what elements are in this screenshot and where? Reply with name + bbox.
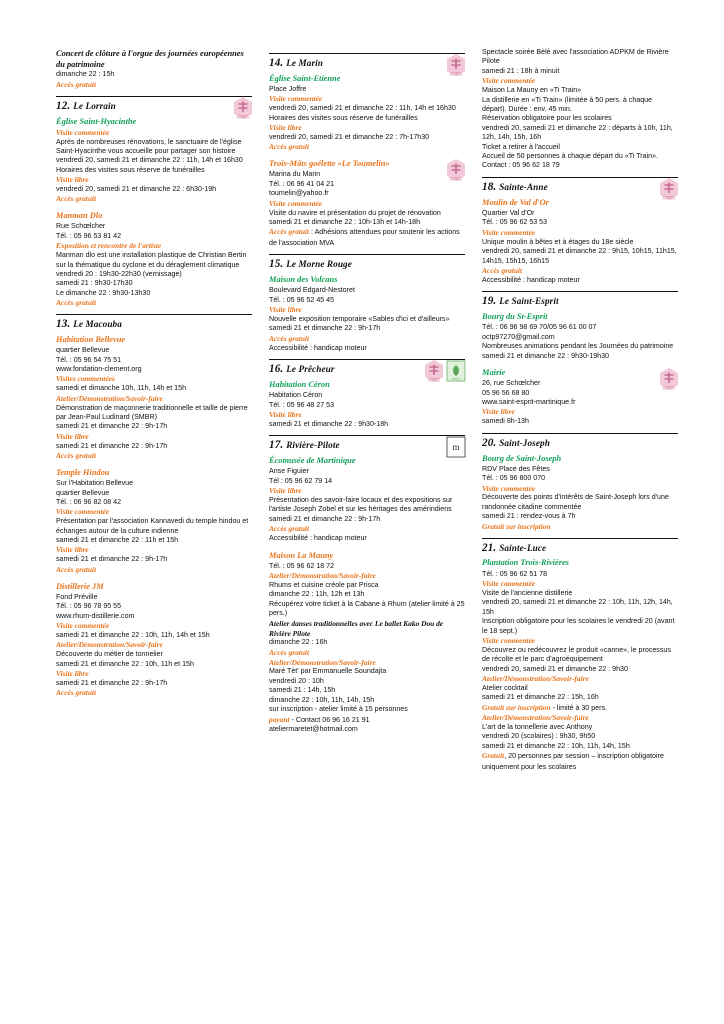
town-name: Le Macouba xyxy=(73,319,122,330)
activity-detail: La distillerie en «Ti Train» (limitée à 50 pers. à chaque départ). Durée : env. 45 min. xyxy=(482,95,653,113)
town-heading xyxy=(482,177,678,195)
activity-detail: sur inscription - atelier limité à 15 personnes xyxy=(269,705,408,714)
free-access-label: Accès gratuit xyxy=(56,79,97,89)
activity-detail: Inscription obligatoire pour les scolaires le vendredi 20 (avant le 18 sept.) xyxy=(482,617,675,635)
activity-detail: Démonstration de maçonnerie traditionnelle et taille de pierre par Jean-Paul Ludinard (SMBR) xyxy=(56,403,248,421)
contact-line: Tél. : 05 96 52 45 45 xyxy=(269,295,335,304)
town-number: 13. xyxy=(56,318,71,331)
intro-title: Concert de clôture à l'orgue des journées européennes du patrimoine xyxy=(56,49,244,70)
activity-label-suffix: - Contact 06 96 16 21 91 xyxy=(289,715,370,724)
svg-text:MONUMENT: MONUMENT xyxy=(236,115,250,118)
activity-label: Accès gratuit xyxy=(56,298,97,308)
activity-detail: Accessibilité : handicap moteur xyxy=(269,534,367,543)
town-number: 17. xyxy=(269,439,284,452)
activity-label: Visite libre xyxy=(56,175,89,185)
site-name: Distillerie JM xyxy=(56,581,104,591)
intro-block xyxy=(56,48,252,90)
contact-line: Anse Figuier xyxy=(269,467,309,476)
column-2 xyxy=(269,48,465,994)
activity-detail: vendredi 20, samedi 21 et dimanche 22 : 11h, 14h et 16h30 xyxy=(56,156,243,165)
activity-detail: samedi 21 et dimanche 22 : 10h, 11h, 14h, 15h xyxy=(482,741,630,750)
activity-detail: vendredi 20, samedi 21 et dimanche 22 : 9h15, 10h15, 11h15, 14h15, 15h15, 16h15 xyxy=(482,247,677,265)
activity-label: Visite libre xyxy=(269,410,302,420)
jardin-remarquable-icon xyxy=(445,359,467,383)
svg-text:HISTORIQUE: HISTORIQUE xyxy=(427,380,441,383)
town-entry xyxy=(56,96,252,205)
activity-detail: samedi 21 : rendez-vous à 7h xyxy=(482,512,576,521)
activity-label: Accès gratuit xyxy=(482,265,523,275)
activity-label: Visite commentée xyxy=(56,621,110,631)
activity-detail: Horaires des visites sous réserve de funérailles xyxy=(269,113,418,122)
site-name: Église Saint-Etienne xyxy=(269,73,341,83)
town-entry xyxy=(482,538,678,773)
contact-line: Quartier Val d'Or xyxy=(482,208,535,217)
activity-label: Accès gratuit xyxy=(56,564,97,574)
activity-detail: Horaires des visites sous réserve de funérailles xyxy=(56,165,205,174)
activity-detail: Découverte des points d'intérêts de Saint-Joseph lors d'une randonnée citadine commentée xyxy=(482,493,669,511)
svg-text:MONUMENT: MONUMENT xyxy=(662,386,676,389)
activity-detail: samedi 21 et dimanche 22 : 9h-17h xyxy=(56,555,168,564)
activity-detail: Manman dlo est une installation plastique de Christian Bertin sur la thématique du cyclone et du déraglement climatique xyxy=(56,251,247,269)
town-heading xyxy=(56,314,252,332)
activity-label: Visite commentée xyxy=(482,227,536,237)
town-name: Le Saint-Esprit xyxy=(499,296,559,307)
activity-detail: samedi 21 et dimanche 22 : 9h-17h xyxy=(269,324,381,333)
contact-line: 05 96 56 68 80 xyxy=(482,388,530,397)
town-entry xyxy=(482,291,678,361)
site-name: Trois-Mâts goélette «Le Toumelin» xyxy=(269,159,390,169)
contact-line: Rue Schœlcher xyxy=(56,222,106,231)
activity-label: Visite commentée xyxy=(482,635,536,645)
activity-label: Visite commentée xyxy=(56,507,110,517)
contact-line: Tél. : 06 96 82 08 42 xyxy=(56,497,122,506)
activity-label: Visite commentée xyxy=(482,578,536,588)
contact-line: Place Joffre xyxy=(269,85,307,94)
activity-detail: vendredi 20, samedi 21 et dimanche 22 : 6h30-19h xyxy=(56,185,217,194)
site-name: Manman Dlo xyxy=(56,211,103,221)
town-heading xyxy=(269,435,465,453)
contact-line: Tél. : 05 96 800 070 xyxy=(482,474,546,483)
activity-label: Accès gratuit : Adhésions attendues pour soutenir les actions de l'association MVA xyxy=(269,227,460,247)
activity-detail: samedi 21 : 9h30-17h30 xyxy=(56,279,133,288)
activity-detail: Visite du navire et présentation du projet de rénovation xyxy=(269,208,441,217)
contact-line: www.saint-esprit-martinique.fr xyxy=(482,397,576,406)
activity-detail: vendredi 20 : 10h xyxy=(269,676,324,685)
activity-detail: Accessibilité : handicap moteur xyxy=(482,275,580,284)
contact-line: toumelin@yahoo.fr xyxy=(269,189,329,198)
contact-line: Tél. : 05 96 48 27 53 xyxy=(269,400,335,409)
site-name: Temple Hindou xyxy=(56,467,110,477)
activity-label-suffix: , 20 personnes par session – inscription obligatoire uniquement pour les scolaires xyxy=(482,752,664,771)
activity-detail: Nombreuses animations pendant les Journées du patrimoine xyxy=(482,342,674,351)
activity-label: Visite commentée xyxy=(56,127,110,137)
activity-label-suffix: - limité à 30 pers. xyxy=(550,703,607,712)
town-name: Le Prêcheur xyxy=(286,364,335,375)
activity-detail: vendredi 20, samedi 21 et dimanche 22 : 9h30 xyxy=(482,664,628,673)
site-name: Plantation Trois-Rivières xyxy=(482,558,569,568)
activity-label: Gratuit sur inscription - limité à 30 pers. xyxy=(482,702,607,712)
activity-label: Visite libre xyxy=(269,305,302,315)
activity-detail: Accessibilité : handicap moteur xyxy=(269,343,367,352)
town-heading xyxy=(482,538,678,556)
activity-detail: dimanche 22 : 10h, 11h, 14h, 15h xyxy=(269,695,375,704)
activity-detail: dimanche 22 : 16h xyxy=(269,638,328,647)
activity-label: Visites commentées xyxy=(56,374,115,384)
contact-line: Sur l'Habitation Bellevue xyxy=(56,479,134,488)
contact-line: dimanche 22 : 15h xyxy=(56,70,115,79)
town-entry xyxy=(269,359,465,429)
monument-historique-icon xyxy=(232,96,254,120)
activity-detail: Visite de l'ancienne distillerie xyxy=(482,588,573,597)
activity-label-suffix: : Adhésions attendues pour soutenir les actions de l'association MVA xyxy=(269,228,460,247)
activity-detail: samedi 21 : 14h, 15h xyxy=(269,686,336,695)
site-entry xyxy=(482,367,678,427)
contact-line: quartier Bellevue xyxy=(56,488,110,497)
activity-label: Accès gratuit xyxy=(56,688,97,698)
activity-detail: samedi 21 et dimanche 22 : 9h-17h xyxy=(56,422,168,431)
activity-label: Atelier/Démonstration/Savoir-faire xyxy=(269,571,376,581)
svg-text:HISTORIQUE: HISTORIQUE xyxy=(449,74,463,77)
svg-text:HISTORIQUE: HISTORIQUE xyxy=(449,179,463,182)
activity-detail: vendredi 20, samedi 21 et dimanche 22 : départs à 10h, 11h, 12h, 14h, 15h, 16h xyxy=(482,123,673,142)
svg-text:MONUMENT: MONUMENT xyxy=(427,378,441,381)
activity-detail: samedi 21 et dimanche 22 : 9h-17h xyxy=(56,678,168,687)
activity-label: Visite commentée xyxy=(269,94,323,104)
town-entry xyxy=(269,254,465,353)
activity-detail: ateliermaretet@hotmail.com xyxy=(269,725,358,734)
contact-line: Marina du Marin xyxy=(269,170,321,179)
activity-detail: Après de nombreuses rénovations, le sanctuaire de l'église Saint-Hyacinthe vous accueille pour partager son histoire xyxy=(56,137,242,155)
activity-detail: Maison La Mauny en «Ti Train» xyxy=(482,86,582,95)
town-heading xyxy=(269,254,465,272)
intro-block xyxy=(482,48,678,171)
site-name: Bourg du St-Esprit xyxy=(482,312,548,322)
town-name: Rivière-Pilote xyxy=(286,440,340,451)
town-name: Le Morne Rouge xyxy=(286,259,352,270)
activity-label: Atelier/Démonstration/Savoir-faire xyxy=(482,674,589,684)
town-number: 20. xyxy=(482,436,497,449)
contact-line: samedi 21 : 18h à minuit xyxy=(482,66,560,75)
columns-container xyxy=(56,48,678,994)
town-entry xyxy=(482,177,678,285)
town-heading xyxy=(56,96,252,114)
town-entry xyxy=(482,433,678,532)
activity-detail: samedi 21 et dimanche 22 : 15h, 16h xyxy=(482,693,599,702)
site-name: Habitation Bellevue xyxy=(56,335,126,345)
activity-detail: samedi 21 et dimanche 22 : 9h-17h xyxy=(56,441,168,450)
site-name: Église Saint-Hyacinthe xyxy=(56,116,137,126)
activity-label: Accès gratuit xyxy=(269,333,310,343)
activity-detail: Le dimanche 22 : 9h30-13h30 xyxy=(56,288,151,297)
contact-line: Tél. : 05 96 78 95 55 xyxy=(56,602,122,611)
activity-label: Visite libre xyxy=(269,486,302,496)
contact-line: RDV Place des Fêtes xyxy=(482,464,550,473)
town-number: 15. xyxy=(269,258,284,271)
svg-text:HISTORIQUE: HISTORIQUE xyxy=(662,388,676,391)
contact-line: Spectacle soirée Bèlè avec l'association ADPKM de Rivière Pilote xyxy=(482,48,669,66)
contact-line: Habitation Céron xyxy=(269,391,323,400)
contact-line: Tél. : 05 96 53 81 42 xyxy=(56,231,122,240)
activity-detail: Accueil de 50 personnes à chaque départ du «Ti Train». Contact : 05 96 62 18 79 xyxy=(482,152,659,170)
contact-line: Tél. : 05 96 62 18 72 xyxy=(269,561,335,570)
contact-line: Tél. : 06 96 98 69 70/05 96 61 00 07 xyxy=(482,323,597,332)
activity-detail: vendredi 20, samedi 21 et dimanche 22 : 11h, 14h et 16h30 xyxy=(269,104,456,113)
site-entry xyxy=(56,210,252,308)
site-name: Habitation Céron xyxy=(269,380,330,389)
activity-label: Accès gratuit xyxy=(56,194,97,204)
activity-label: Visite commentée xyxy=(269,198,323,208)
contact-line: Tél. : 05 96 62 53 53 xyxy=(482,218,548,227)
monument-historique-icon xyxy=(445,158,467,182)
monument-historique-icon xyxy=(423,359,445,383)
contact-line: Tél : 05 96 62 79 14 xyxy=(269,476,333,485)
activity-detail: Réservation obligatoire pour les scolaires xyxy=(482,114,612,123)
svg-text:MONUMENT: MONUMENT xyxy=(449,177,463,180)
activity-label: Visite commentée xyxy=(482,76,536,86)
activity-detail: samedi 21 et dimanche 22 : 10h-13h et 14h-18h xyxy=(269,217,421,226)
activity-detail: Unique moulin à bêtes et à étages du 18e siècle xyxy=(482,237,634,246)
activity-detail: Récupérez votre ticket à la Cabane à Rhum (atelier limité à 25 pers.) xyxy=(269,599,465,618)
column-3 xyxy=(482,48,678,994)
town-entry xyxy=(269,435,465,543)
monument-historique-icon xyxy=(658,177,680,201)
town-number: 21. xyxy=(482,541,497,554)
activity-label: Visite libre xyxy=(56,431,89,441)
activity-detail: samedi 21 et dimanche 22 : 9h30-19h30 xyxy=(482,351,609,360)
site-name: Moulin de Val d'Or xyxy=(482,197,549,207)
contact-line: www.rhum-distillerie.com xyxy=(56,611,135,620)
activity-label: Accès gratuit xyxy=(269,647,310,657)
site-name: Bourg de Saint-Joseph xyxy=(482,453,562,463)
activity-label: Visite libre xyxy=(56,545,89,555)
contact-line: Tél. : 06 96 41 04 21 xyxy=(269,179,335,188)
contact-line: Fond Préville xyxy=(56,592,98,601)
site-entry xyxy=(269,550,465,735)
activity-label: payant - Contact 06 96 16 21 91 xyxy=(269,714,370,724)
activity-label: Visite commentée xyxy=(482,483,536,493)
activity-detail: L'art de la tonnellerie avec Anthony xyxy=(482,723,593,731)
activity-detail: samedi 21 et dimanche 22 : 10h, 11h et 15h xyxy=(56,659,194,668)
activity-label: Atelier/Démonstration/Savoir-faire xyxy=(269,657,376,667)
town-entry xyxy=(269,53,465,152)
town-heading xyxy=(482,433,678,451)
contact-line: 26, rue Schœlcher xyxy=(482,379,541,388)
town-heading xyxy=(482,291,678,309)
contact-line: Boulevard Edgard-Nestoret xyxy=(269,286,355,295)
activity-detail: dimanche 22 : 11h, 12h et 13h xyxy=(269,590,365,599)
svg-text:MONUMENT: MONUMENT xyxy=(662,196,676,199)
activity-label: Accès gratuit xyxy=(269,142,310,152)
town-name: Le Marin xyxy=(286,58,323,68)
column-1 xyxy=(56,48,252,994)
site-entry xyxy=(56,467,252,575)
activity-label: Atelier danses traditionnelles avec Le ballet Kako Dou de Rivière Pilote xyxy=(269,618,444,638)
town-number: 18. xyxy=(482,180,497,193)
activity-label: Gratuit, 20 personnes par session – inscription obligatoire uniquement pour les scolaires xyxy=(482,751,664,771)
site-name: Mairie xyxy=(482,367,506,377)
activity-detail: samedi et dimanche 10h, 11h, 14h et 15h xyxy=(56,384,187,393)
activity-detail: samedi 21 et dimanche 22 : 11h et 15h xyxy=(56,536,179,545)
activity-detail: Atelier cocktail xyxy=(482,683,528,692)
activity-detail: Ticket a retirer à l'accueil xyxy=(482,142,560,151)
site-name: Maison La Mauny xyxy=(269,550,334,560)
town-entry xyxy=(56,314,252,461)
activity-detail: vendredi 20 : 19h30-22h30 (vernissage) xyxy=(56,270,182,279)
activity-detail: Rhums et cuisine créole par Prisca xyxy=(269,581,379,589)
town-name: Le Lorrain xyxy=(73,100,116,111)
monument-historique-icon xyxy=(658,367,680,391)
activity-detail: samedi 21 et dimanche 22 : 9h-17h xyxy=(269,514,381,523)
contact-line: octp97270@gmail.com xyxy=(482,332,555,341)
site-entry xyxy=(56,581,252,699)
activity-detail: vendredi 20, samedi 21 et dimanche 22 : 7h-17h30 xyxy=(269,133,430,142)
activity-detail: vendredi 20, samedi 21 et dimanche 22 : 10h, 11h, 12h, 14h, 15h xyxy=(482,598,673,616)
svg-text:HISTORIQUE: HISTORIQUE xyxy=(662,198,676,201)
activity-label: Atelier/Démonstration/Savoir-faire xyxy=(56,393,163,403)
activity-label: Accès gratuit xyxy=(269,524,310,534)
svg-text:m: m xyxy=(452,442,460,453)
activity-label: Atelier/Démonstration/Savoir-faire xyxy=(56,640,163,650)
site-name: Maison des Volcans xyxy=(269,275,338,285)
activity-detail: Découverte du métier de tonnelier xyxy=(56,650,163,659)
town-number: 12. xyxy=(56,99,71,112)
contact-line: Tél. : 05 96 62 51 78 xyxy=(482,569,548,578)
activity-label: Atelier/Démonstration/Savoir-faire xyxy=(482,713,589,723)
svg-text:JARDIN: JARDIN xyxy=(452,378,460,381)
activity-label: Exposition et rencontre de l'artiste xyxy=(56,241,162,251)
activity-detail: samedi 21 et dimanche 22 : 9h30-18h xyxy=(269,419,389,428)
activity-detail: samedi 21 et dimanche 22 : 10h, 11h, 14h et 15h xyxy=(56,630,210,639)
town-name: Sainte-Luce xyxy=(499,542,547,553)
activity-detail: samedi 8h-13h xyxy=(482,417,529,426)
svg-text:HISTORIQUE: HISTORIQUE xyxy=(236,117,250,120)
activity-label: Gratuit sur inscription xyxy=(482,521,551,531)
activity-label: Visite libre xyxy=(269,123,302,133)
town-number: 16. xyxy=(269,363,284,376)
activity-detail: Découvrez ou redécouvrez le produit «canne», le processus de récolte et le parc d'agroéquipement xyxy=(482,645,671,664)
activity-detail: Présentation par l'association Kannavedi du temple hindou et échanges autour de la culture indienne xyxy=(56,517,249,535)
town-number: 19. xyxy=(482,295,497,308)
contact-line: quartier Bellevue xyxy=(56,346,110,355)
town-name: Sainte-Anne xyxy=(499,181,548,192)
activity-detail: Nouvelle exposition temporaire «Sables d'ici et d'ailleurs» xyxy=(269,315,450,323)
activity-detail: Maré Tèt' par Emmanuelle Soundajta xyxy=(269,667,387,676)
town-heading xyxy=(269,53,465,71)
activity-label: Accès gratuit xyxy=(56,451,97,461)
activity-label: Visite libre xyxy=(482,407,515,417)
site-entry xyxy=(269,158,465,248)
monument-historique-icon xyxy=(445,53,467,77)
town-number: 14. xyxy=(269,57,284,69)
contact-line: www.fondation-clement.org xyxy=(56,365,142,374)
activity-detail: vendredi 20 (scolaires) : 9h30, 9h50 xyxy=(482,732,596,741)
activity-detail: Présentation des savoir-faire locaux et des expositions sur l'artiste Joseph Zobel et sur les héritages des amérindiens xyxy=(269,496,453,514)
site-name: Écomusée de Martinique xyxy=(269,456,356,466)
town-name: Saint-Joseph xyxy=(499,437,550,448)
activity-label: Visite libre xyxy=(56,668,89,678)
svg-text:MONUMENT: MONUMENT xyxy=(449,72,463,75)
musee-de-france-icon xyxy=(445,435,467,459)
contact-line: Tél. : 05 96 54 75 51 xyxy=(56,355,122,364)
